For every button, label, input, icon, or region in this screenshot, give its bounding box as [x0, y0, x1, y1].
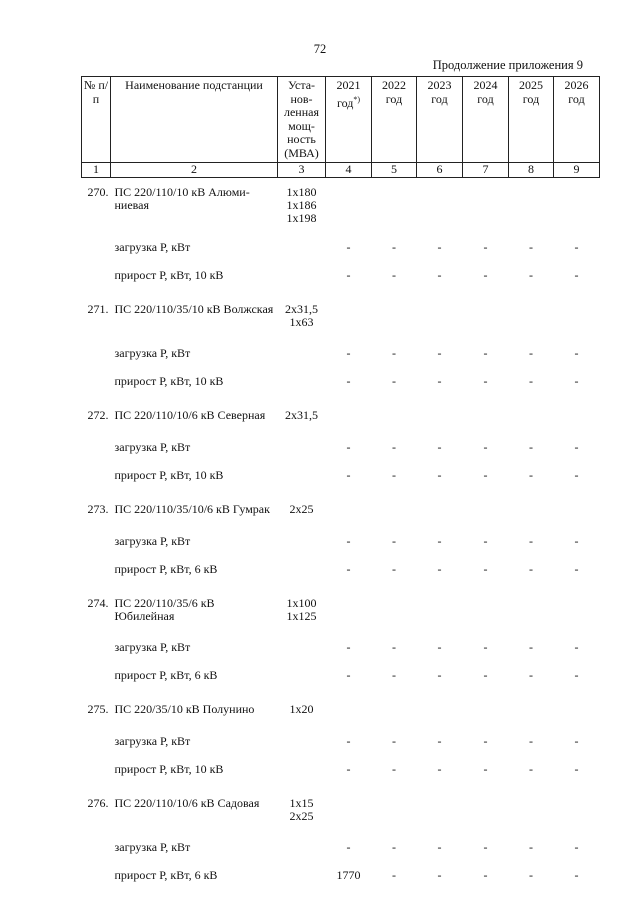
- column-number: 3: [278, 163, 326, 178]
- spacer-cell: [278, 441, 326, 469]
- load-value: -: [437, 734, 442, 748]
- growth-value: -: [392, 268, 396, 282]
- empty-year-cell: [417, 295, 463, 347]
- growth-value: -: [346, 468, 351, 482]
- spacer-cell: [82, 841, 111, 869]
- load-row: [82, 641, 600, 669]
- capacity-value: 1х180: [286, 185, 317, 199]
- load-label: загрузка Р, кВт: [114, 840, 191, 854]
- empty-year-cell: [372, 695, 417, 735]
- header-year-2021-text: 2021 год: [336, 78, 361, 110]
- empty-year-cell: [509, 695, 554, 735]
- spacer-cell: [278, 563, 326, 589]
- load-row: [82, 535, 600, 563]
- load-value: -: [574, 734, 579, 748]
- substation-number: 274.: [87, 596, 109, 610]
- load-value: -: [529, 346, 533, 360]
- load-row: [82, 241, 600, 269]
- header-substation-name: Наименование подстанции: [111, 77, 278, 163]
- load-value: -: [529, 440, 533, 454]
- growth-row: [82, 869, 600, 895]
- growth-value: -: [574, 468, 579, 482]
- spacer-cell: [278, 375, 326, 401]
- substation-row: [82, 695, 600, 735]
- empty-year-cell: [417, 695, 463, 735]
- growth-value: -: [483, 668, 488, 682]
- load-value: -: [392, 640, 396, 654]
- spacer-cell: [82, 563, 111, 589]
- growth-value: -: [437, 762, 442, 776]
- load-label: загрузка Р, кВт: [114, 346, 191, 360]
- load-value: -: [346, 640, 351, 654]
- appendix-continuation-title: Продолжение приложения 9: [432, 58, 583, 72]
- column-number: 8: [509, 163, 554, 178]
- growth-value: -: [392, 468, 396, 482]
- header-year-2024: 2024 год: [463, 77, 509, 163]
- capacity-value: 1х125: [286, 609, 317, 623]
- substation-name: ПС 220/110/35/10/6 кВ Гумрак: [114, 502, 270, 516]
- growth-value: -: [574, 668, 579, 682]
- growth-value: -: [483, 268, 488, 282]
- growth-label: прирост Р, кВт, 10 кВ: [114, 762, 224, 776]
- growth-value: -: [437, 868, 442, 882]
- capacity-value: 1х198: [286, 211, 317, 225]
- growth-value: -: [437, 374, 442, 388]
- growth-value: -: [392, 562, 396, 576]
- column-number-row: [82, 163, 600, 178]
- load-value: -: [574, 346, 579, 360]
- spacer-cell: [278, 347, 326, 375]
- spacer-cell: [278, 641, 326, 669]
- growth-value: -: [346, 562, 351, 576]
- load-value: -: [574, 440, 579, 454]
- growth-value: -: [529, 268, 533, 282]
- load-label: загрузка Р, кВт: [114, 440, 191, 454]
- load-value: -: [346, 346, 351, 360]
- load-row: [82, 735, 600, 763]
- capacity-value: 2х31,5: [285, 408, 318, 422]
- load-value: -: [392, 734, 396, 748]
- empty-year-cell: [463, 295, 509, 347]
- empty-year-cell: [509, 178, 554, 242]
- installed-capacity: [278, 401, 326, 441]
- load-value: -: [346, 440, 351, 454]
- header-year-2022: 2022 год: [372, 77, 417, 163]
- empty-year-cell: [326, 589, 372, 641]
- header-row: [82, 77, 600, 163]
- spacer-cell: [82, 535, 111, 563]
- empty-year-cell: [326, 178, 372, 242]
- substation-name: ПС 220/35/10 кВ Полунино: [114, 702, 255, 716]
- empty-year-cell: [463, 789, 509, 841]
- empty-year-cell: [372, 589, 417, 641]
- growth-value: -: [392, 374, 396, 388]
- spacer-cell: [278, 535, 326, 563]
- spacer-cell: [82, 735, 111, 763]
- growth-value: -: [437, 562, 442, 576]
- load-value: -: [483, 640, 488, 654]
- load-row: [82, 441, 600, 469]
- page-number: 72: [313, 42, 327, 56]
- header-year-2025: 2025 год: [509, 77, 554, 163]
- load-value: -: [392, 840, 396, 854]
- load-value: -: [529, 534, 533, 548]
- table-body: [82, 178, 600, 896]
- empty-year-cell: [372, 789, 417, 841]
- spacer-cell: [82, 441, 111, 469]
- load-value: -: [574, 240, 579, 254]
- capacity-value: 2х31,5: [285, 302, 318, 316]
- capacity-value: 2х25: [289, 809, 314, 823]
- substation-name: ПС 220/110/10/6 кВ Северная: [114, 408, 266, 422]
- capacity-value: 2х25: [289, 502, 314, 516]
- spacer-cell: [82, 269, 111, 295]
- spacer-cell: [82, 641, 111, 669]
- spacer-cell: [82, 869, 111, 895]
- growth-value: -: [574, 868, 579, 882]
- load-value: -: [346, 534, 351, 548]
- column-number: 1: [82, 163, 111, 178]
- installed-capacity: [278, 789, 326, 841]
- load-value: -: [483, 346, 488, 360]
- empty-year-cell: [417, 789, 463, 841]
- load-row: [82, 347, 600, 375]
- empty-year-cell: [372, 495, 417, 535]
- substation-row: [82, 589, 600, 641]
- load-label: загрузка Р, кВт: [114, 240, 191, 254]
- substation-row: [82, 789, 600, 841]
- growth-value: -: [529, 762, 533, 776]
- installed-capacity: [278, 295, 326, 347]
- empty-year-cell: [417, 589, 463, 641]
- installed-capacity: [278, 495, 326, 535]
- growth-value: -: [529, 868, 533, 882]
- column-number: 5: [372, 163, 417, 178]
- load-value: -: [529, 734, 533, 748]
- substation-number: 276.: [87, 796, 109, 810]
- load-value: -: [529, 240, 533, 254]
- growth-row: [82, 669, 600, 695]
- empty-year-cell: [554, 295, 600, 347]
- load-value: -: [483, 440, 488, 454]
- installed-capacity: [278, 695, 326, 735]
- capacity-value: 1х100: [286, 596, 317, 610]
- empty-year-cell: [326, 695, 372, 735]
- spacer-cell: [82, 469, 111, 495]
- growth-value: -: [574, 762, 579, 776]
- load-value: -: [346, 240, 351, 254]
- empty-year-cell: [509, 401, 554, 441]
- header-installed-capacity: Уста-нов-ленная мощ-ность (МВА): [278, 77, 326, 163]
- empty-year-cell: [509, 295, 554, 347]
- growth-label: прирост Р, кВт, 6 кВ: [114, 668, 218, 682]
- spacer-cell: [82, 241, 111, 269]
- installed-capacity: [278, 178, 326, 242]
- growth-value: -: [483, 868, 488, 882]
- empty-year-cell: [554, 789, 600, 841]
- spacer-cell: [278, 841, 326, 869]
- load-value: -: [392, 240, 396, 254]
- growth-value: -: [392, 668, 396, 682]
- load-value: -: [437, 346, 442, 360]
- growth-value: -: [574, 374, 579, 388]
- empty-year-cell: [509, 495, 554, 535]
- header-year-2021: [326, 77, 372, 163]
- growth-value: -: [392, 868, 396, 882]
- growth-value: -: [437, 668, 442, 682]
- growth-value: -: [529, 668, 533, 682]
- growth-value: -: [346, 668, 351, 682]
- growth-row: [82, 469, 600, 495]
- empty-year-cell: [554, 495, 600, 535]
- growth-value: -: [574, 562, 579, 576]
- empty-year-cell: [417, 401, 463, 441]
- load-value: -: [483, 840, 488, 854]
- load-value: -: [392, 346, 396, 360]
- spacer-cell: [82, 669, 111, 695]
- substation-number: 273.: [87, 502, 109, 516]
- load-value: -: [483, 240, 488, 254]
- load-value: -: [392, 534, 396, 548]
- substation-name: ПС 220/110/10/6 кВ Садовая: [114, 796, 260, 810]
- spacer-cell: [278, 469, 326, 495]
- spacer-cell: [278, 269, 326, 295]
- load-value: -: [346, 734, 351, 748]
- growth-row: [82, 269, 600, 295]
- empty-year-cell: [463, 589, 509, 641]
- empty-year-cell: [417, 178, 463, 242]
- growth-value: -: [483, 562, 488, 576]
- substation-name: ПС 220/110/35/10 кВ Волжская: [114, 302, 274, 316]
- column-number: 9: [554, 163, 600, 178]
- growth-value: -: [346, 268, 351, 282]
- empty-year-cell: [554, 695, 600, 735]
- empty-year-cell: [372, 401, 417, 441]
- substation-row: [82, 295, 600, 347]
- capacity-value: 1х20: [289, 702, 314, 716]
- empty-year-cell: [463, 178, 509, 242]
- substation-name: ПС 220/110/35/6 кВ Юбилейная: [114, 596, 215, 623]
- substation-number: 275.: [87, 702, 109, 716]
- load-value: -: [437, 440, 442, 454]
- growth-value: -: [392, 762, 396, 776]
- substation-table: [81, 76, 600, 895]
- spacer-cell: [278, 241, 326, 269]
- load-value: -: [437, 640, 442, 654]
- growth-value: -: [437, 268, 442, 282]
- empty-year-cell: [417, 495, 463, 535]
- empty-year-cell: [326, 495, 372, 535]
- spacer-cell: [278, 735, 326, 763]
- load-label: загрузка Р, кВт: [114, 640, 191, 654]
- header-number: № п/п: [82, 77, 111, 163]
- capacity-value: 1х186: [286, 198, 317, 212]
- empty-year-cell: [554, 178, 600, 242]
- header-year-2023: 2023 год: [417, 77, 463, 163]
- column-number: 6: [417, 163, 463, 178]
- load-value: -: [392, 440, 396, 454]
- growth-value: 1770: [336, 868, 361, 882]
- header-year-2026: 2026 год: [554, 77, 600, 163]
- substation-number: 272.: [87, 408, 109, 422]
- load-label: загрузка Р, кВт: [114, 534, 191, 548]
- empty-year-cell: [509, 589, 554, 641]
- substation-row: [82, 178, 600, 242]
- load-value: -: [483, 534, 488, 548]
- load-value: -: [483, 734, 488, 748]
- growth-value: -: [529, 562, 533, 576]
- empty-year-cell: [463, 695, 509, 735]
- column-number: 2: [111, 163, 278, 178]
- spacer-cell: [82, 763, 111, 789]
- growth-value: -: [437, 468, 442, 482]
- empty-year-cell: [326, 295, 372, 347]
- empty-year-cell: [372, 295, 417, 347]
- capacity-value: 1х63: [289, 315, 314, 329]
- growth-value: -: [574, 268, 579, 282]
- substation-number: 270.: [87, 185, 109, 199]
- load-value: -: [346, 840, 351, 854]
- installed-capacity: [278, 589, 326, 641]
- load-value: -: [574, 640, 579, 654]
- growth-value: -: [529, 374, 533, 388]
- spacer-cell: [278, 869, 326, 895]
- growth-value: -: [346, 374, 351, 388]
- spacer-cell: [82, 347, 111, 375]
- empty-year-cell: [554, 401, 600, 441]
- load-value: -: [437, 240, 442, 254]
- spacer-cell: [278, 669, 326, 695]
- load-value: -: [529, 840, 533, 854]
- growth-row: [82, 563, 600, 589]
- substation-row: [82, 495, 600, 535]
- growth-row: [82, 763, 600, 789]
- growth-value: -: [483, 468, 488, 482]
- load-value: -: [529, 640, 533, 654]
- substation-number: 271.: [87, 302, 109, 316]
- footnote-mark: *): [353, 94, 361, 104]
- growth-row: [82, 375, 600, 401]
- spacer-cell: [278, 763, 326, 789]
- capacity-value: 1х15: [289, 796, 314, 810]
- empty-year-cell: [372, 178, 417, 242]
- growth-label: прирост Р, кВт, 10 кВ: [114, 468, 224, 482]
- load-row: [82, 841, 600, 869]
- empty-year-cell: [509, 789, 554, 841]
- load-value: -: [437, 534, 442, 548]
- column-number: 7: [463, 163, 509, 178]
- empty-year-cell: [326, 789, 372, 841]
- empty-year-cell: [463, 495, 509, 535]
- growth-label: прирост Р, кВт, 6 кВ: [114, 868, 218, 882]
- growth-value: -: [529, 468, 533, 482]
- growth-label: прирост Р, кВт, 10 кВ: [114, 374, 224, 388]
- substation-row: [82, 401, 600, 441]
- empty-year-cell: [326, 401, 372, 441]
- growth-label: прирост Р, кВт, 10 кВ: [114, 268, 224, 282]
- growth-value: -: [483, 374, 488, 388]
- load-value: -: [574, 534, 579, 548]
- load-label: загрузка Р, кВт: [114, 734, 191, 748]
- spacer-cell: [82, 375, 111, 401]
- growth-value: -: [346, 762, 351, 776]
- growth-label: прирост Р, кВт, 6 кВ: [114, 562, 218, 576]
- column-number: 4: [326, 163, 372, 178]
- substation-name: ПС 220/110/10 кВ Алюми-ниевая: [114, 185, 250, 212]
- empty-year-cell: [554, 589, 600, 641]
- load-value: -: [574, 840, 579, 854]
- growth-value: -: [483, 762, 488, 776]
- empty-year-cell: [463, 401, 509, 441]
- load-value: -: [437, 840, 442, 854]
